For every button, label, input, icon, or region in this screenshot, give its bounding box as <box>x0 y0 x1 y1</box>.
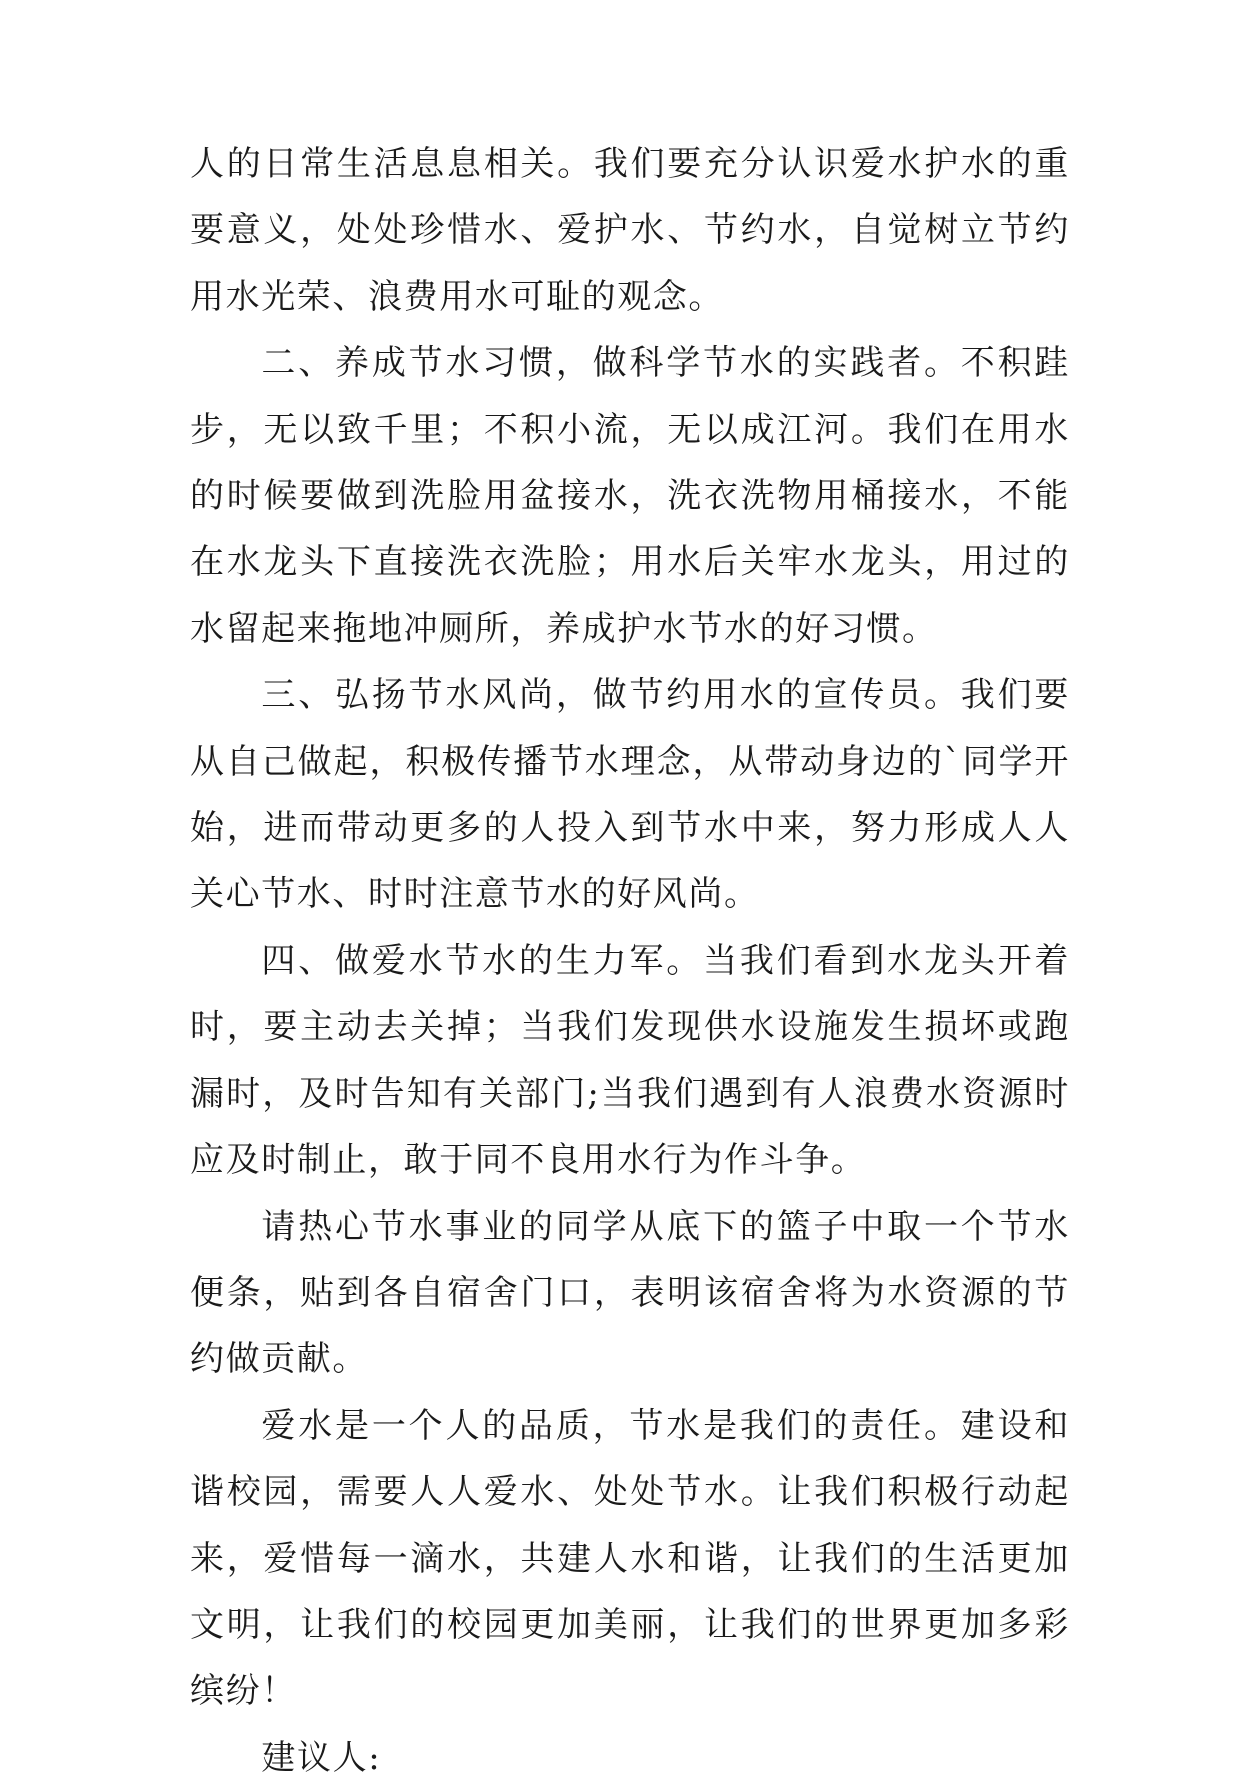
paragraph-point-three: 三、弘扬节水风尚，做节约用水的宣传员。我们要从自己做起，积极传播节水理念，从带动身边的`同学开始，进而带动更多的人投入到节水中来，努力形成人人关心节水、时时注意节水的好风尚。 <box>190 675 1070 915</box>
paragraph-closing: 爱水是一个人的品质，节水是我们的责任。建设和谐校园，需要人人爱水、处处节水。让我们积极行动起来，爱惜每一滴水，共建人水和谐，让我们的生活更加文明，让我们的校园更加美丽，让我们的世界更加多彩缤纷！ <box>190 1405 1070 1712</box>
paragraph-intro-continuation: 人的日常生活息息相关。我们要充分认识爱水护水的重要意义，处处珍惜水、爱护水、节约水，自觉树立节约用水光荣、浪费用水可耻的观念。 <box>190 144 1070 317</box>
paragraph-call-to-action: 请热心节水事业的同学从底下的篮子中取一个节水便条，贴到各自宿舍门口，表明该宿舍将为水资源的节约做贡献。 <box>190 1206 1070 1380</box>
signature-line: 建议人: <box>261 1737 382 1778</box>
paragraph-point-four: 四、做爱水节水的生力军。当我们看到水龙头开着时，要主动去关掉；当我们发现供水设施发生损坏或跑漏时，及时告知有关部门;当我们遇到有人浪费水资源时应及时制止，敢于同不良用水行为作斗争。 <box>190 940 1070 1181</box>
document-body <box>190 131 1070 1791</box>
paragraph-point-two: 二、养成节水习惯，做科学节水的实践者。不积跬步，无以致千里；不积小流，无以成江河。我们在用水的时候要做到洗脸用盆接水，洗衣洗物用桶接水，不能在水龙头下直接洗衣洗脸；用水后关牢水龙头，用过的水留起来拖地冲厕所，养成护水节水的好习惯。 <box>190 343 1070 649</box>
